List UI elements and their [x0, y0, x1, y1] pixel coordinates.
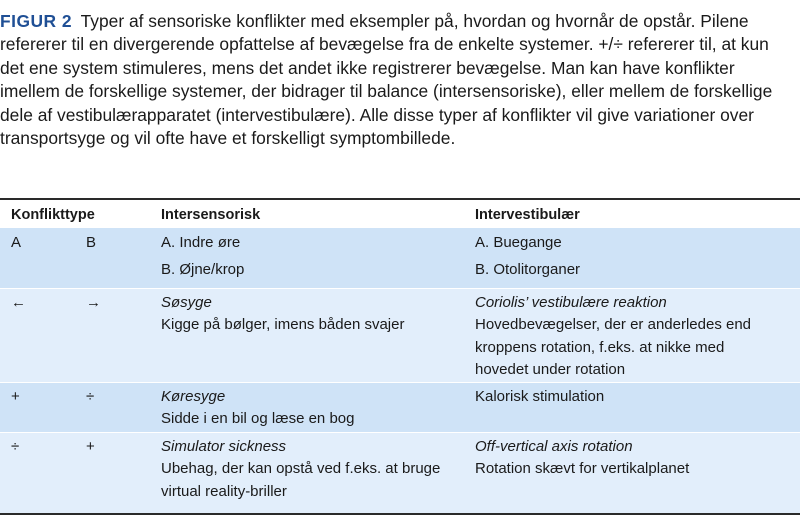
figure-caption: [0, 10, 792, 150]
inter-text: Ubehag, der kan opstå ved f.eks. at bruge virtual reality-briller: [161, 460, 441, 500]
table-row: [0, 382, 800, 432]
vest-text: Hovedbevægelser, der er anderledes end kroppens rotation, f.eks. at nikke med hovedet under rotation: [475, 316, 752, 378]
vest-text: Rotation skævt for vertikalplanet: [475, 460, 690, 477]
table-row: [0, 228, 800, 288]
table-bottom-rule: [0, 513, 800, 515]
left-arrow-icon: ←: [11, 294, 26, 311]
inter-line-1: A. Indre øre: [161, 234, 241, 251]
table-header: [0, 200, 800, 228]
inter-title: Køresyge: [161, 388, 226, 405]
figure-label: FIGUR 2: [0, 11, 73, 31]
vest-line-2: B. Otolitorganer: [475, 261, 581, 278]
table-row: [0, 432, 800, 513]
header-intervestibulaer: Intervestibulær: [475, 207, 580, 223]
vest-line-1: A. Buegange: [475, 234, 562, 251]
header-intersensorisk: Intersensorisk: [161, 207, 261, 223]
inter-text: Kigge på bølger, imens båden svajer: [161, 316, 405, 333]
inter-title: Simulator sickness: [161, 438, 287, 455]
inter-line-2: B. Øjne/krop: [161, 261, 245, 278]
plus-sign: +: [11, 388, 20, 405]
divide-sign: ÷: [11, 438, 20, 455]
table-row: [0, 288, 800, 382]
divide-sign: ÷: [86, 388, 95, 405]
caption-text: Typer af sensoriske konflikter med eksempler på, hvordan og hvornår de opstår. Pilene refererer til en divergerende opfattelse af bevægelse fra de enkelte systemer. +/÷ refererer til, at kun det ene system stimuleres, mens det andet ikke registrerer bevægelse. Man kan have konflikter imellem de forskellige systemer, der bidrager til balance (intersensoriske), eller mellem de forskellige dele af vestibulærapparatet (intervestibulære). Alle disse typer af konflikter vil give variationer over transportsyge og vil ofte have et forskelligt symptombillede.: [0, 11, 773, 149]
header-konflikttype: Konflikttype: [11, 207, 95, 223]
vest-text: Kalorisk stimulation: [475, 388, 605, 405]
row-type-a: A: [11, 234, 22, 251]
vest-title: Off-vertical axis rotation: [475, 438, 633, 455]
plus-sign: +: [86, 438, 95, 455]
vest-title: Coriolis’ vestibulære reaktion: [475, 294, 667, 311]
inter-title: Søsyge: [161, 294, 212, 311]
row-type-b: B: [86, 234, 97, 251]
inter-text: Sidde i en bil og læse en bog: [161, 410, 355, 427]
right-arrow-icon: →: [86, 294, 101, 311]
